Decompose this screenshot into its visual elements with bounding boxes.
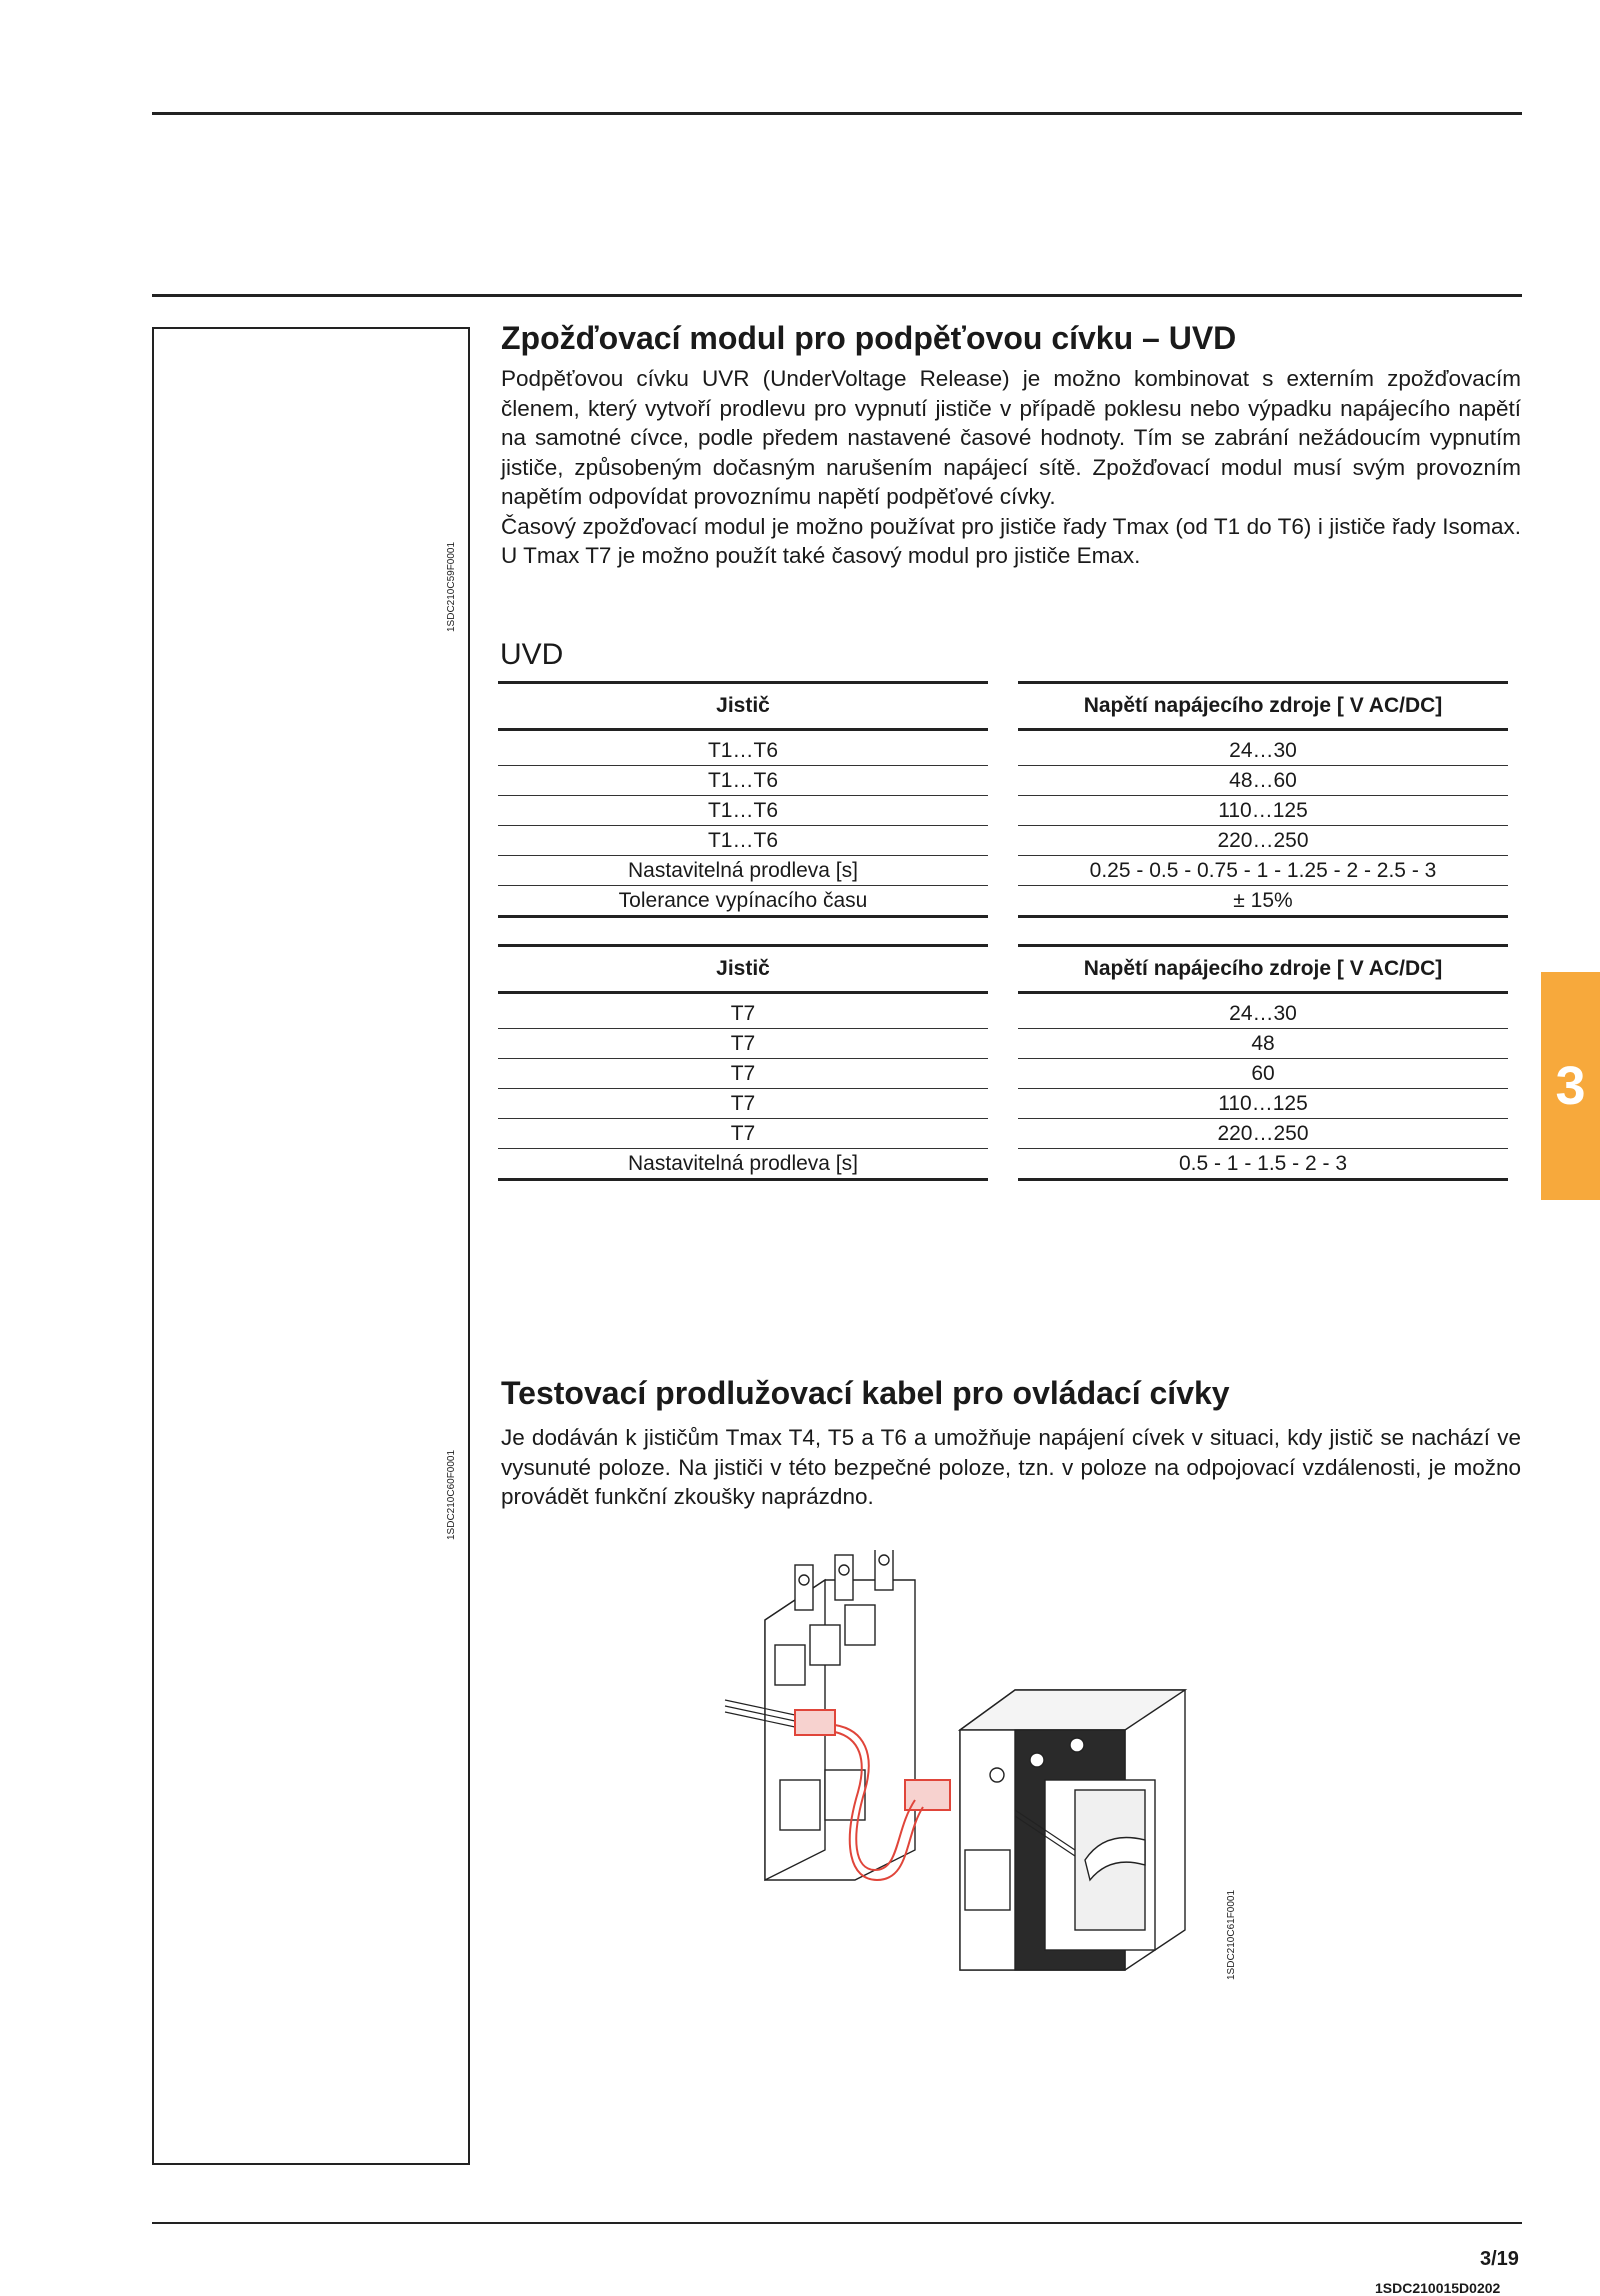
side-code-uvd: 1SDC210C59F0001 [446, 541, 457, 632]
uvd-description [501, 364, 1521, 571]
table-cell: 110…125 [1018, 796, 1508, 826]
table-cell: 48 [1018, 1029, 1508, 1059]
side-code-cable: 1SDC210C60F0001 [446, 1449, 457, 1540]
table-cell: Nastavitelná prodleva [s] [498, 856, 988, 886]
table-header: Jistič [498, 946, 988, 993]
table-cell: Nastavitelná prodleva [s] [498, 1149, 988, 1180]
table-cell: 60 [1018, 1059, 1508, 1089]
table-cell: 48…60 [1018, 766, 1508, 796]
chapter-tab: 3 [1541, 972, 1600, 1200]
section-rule [152, 294, 1522, 297]
table-cell: T7 [498, 999, 988, 1029]
figure-code: 1SDC210C61F0001 [1226, 1889, 1237, 1980]
cable-paragraph: Je dodáván k jističům Tmax T4, T5 a T6 a umožňuje napájení cívek v situaci, kdy jistič se nachází ve vysunuté poloze. Na jističi v této bezpečné poloze, tzn. v poloze na odpojovací vzdálenosti, je možno provádět funkční zkoušky naprázdno. [501, 1425, 1521, 1509]
table-cell: Tolerance vypínacího času [498, 886, 988, 917]
breaker-illustration [715, 1550, 1235, 2010]
table-cell: ± 15% [1018, 886, 1508, 917]
uvd-paragraph-1: Podpěťovou cívku UVR (UnderVoltage Release) je možno kombinovat s externím zpožďovacím členem, který vytvoří prodlevu pro vypnutí jističe v případě poklesu nebo výpadku napájecího napětí na samotné cívce, podle předem nastavené časové hodnoty. Tím se zabrání nežádoucím vypnutím jističe, způsobeným dočasným narušením napájecí sítě. Zpožďovací modul musí svým provozním napětím odpovídat provoznímu napětí podpěťové cívky. [501, 366, 1521, 509]
table-header: Jistič [498, 683, 988, 730]
uvd-section-title: Zpožďovací modul pro podpěťovou cívku – UVD [501, 320, 1237, 356]
uvd-table-heading: UVD [500, 638, 564, 671]
table-cell: 24…30 [1018, 999, 1508, 1029]
table-cell: 24…30 [1018, 736, 1508, 766]
page-number: 3/19 [1480, 2248, 1519, 2270]
table-cell: T7 [498, 1119, 988, 1149]
table-header: Napětí napájecího zdroje [ V AC/DC] [1018, 946, 1508, 993]
uvd-table1-breaker-column [498, 681, 988, 918]
uvd-paragraph-2: Časový zpožďovací modul je možno používat pro jističe řady Tmax (od T1 do T6) i jističe řady Isomax. U Tmax T7 je možno použít také časový modul pro jističe Emax. [501, 513, 1521, 568]
cable-description [501, 1423, 1521, 1512]
table-cell: T1…T6 [498, 766, 988, 796]
footer-rule [152, 2222, 1522, 2224]
uvd-table2-voltage-column [1018, 944, 1508, 1181]
table-cell: T1…T6 [498, 796, 988, 826]
table-cell: T1…T6 [498, 736, 988, 766]
table-header: Napětí napájecího zdroje [ V AC/DC] [1018, 683, 1508, 730]
table-cell: T7 [498, 1029, 988, 1059]
top-rule [152, 112, 1522, 115]
table-cell: 220…250 [1018, 1119, 1508, 1149]
table-cell: T7 [498, 1059, 988, 1089]
cable-section-title: Testovací prodlužovací kabel pro ovládací cívky [501, 1375, 1230, 1411]
table-cell: 110…125 [1018, 1089, 1508, 1119]
document-code: 1SDC210015D0202 [1375, 2280, 1501, 2296]
table-cell: 0.25 - 0.5 - 0.75 - 1 - 1.25 - 2 - 2.5 - 3 [1018, 856, 1508, 886]
table-cell: T1…T6 [498, 826, 988, 856]
table-cell: 220…250 [1018, 826, 1508, 856]
table-cell: 0.5 - 1 - 1.5 - 2 - 3 [1018, 1149, 1508, 1180]
uvd-table2-breaker-column [498, 944, 988, 1181]
table-cell: T7 [498, 1089, 988, 1119]
uvd-table1-voltage-column [1018, 681, 1508, 918]
left-margin-box [152, 327, 470, 2165]
